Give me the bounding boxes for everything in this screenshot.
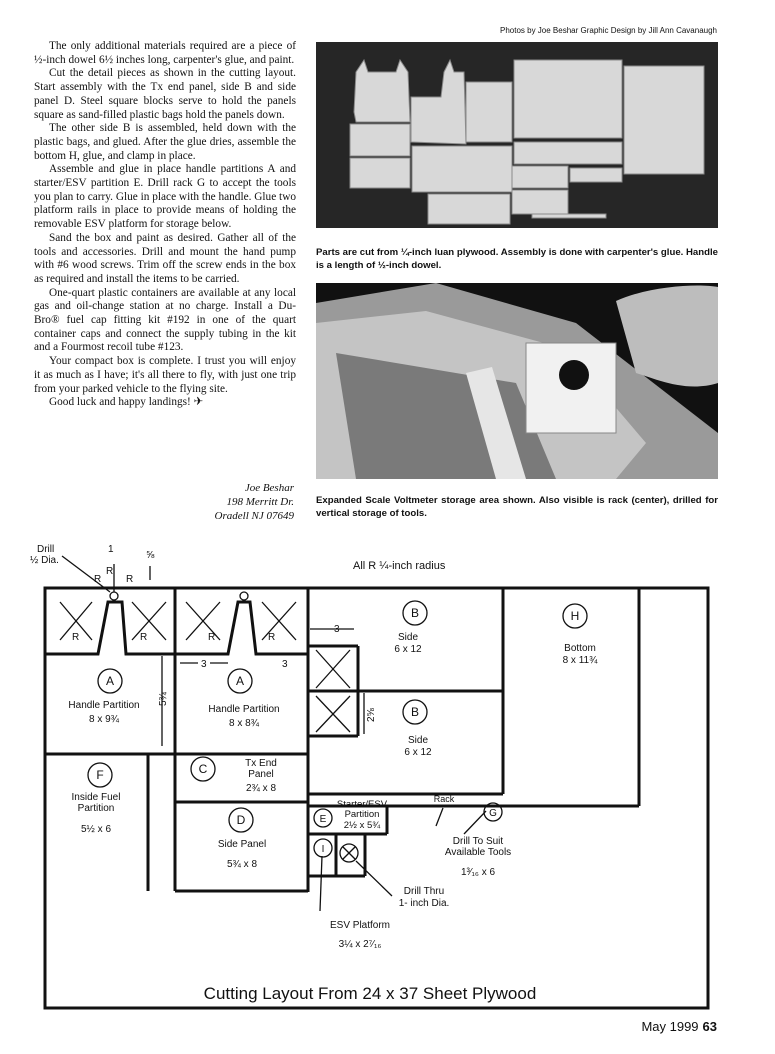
piece-size: 3¼ x 2⁷⁄₁₆ [338,939,382,950]
piece-letter: F [96,768,104,782]
piece-size: 6 x 12 [404,747,432,758]
piece-name: Panel [248,769,274,780]
piece-letter: G [489,808,497,819]
drill-hole [240,592,248,600]
piece-name: Side Panel [217,839,267,850]
diagram-title: Cutting Layout From 24 x 37 Sheet Plywood [203,984,537,1003]
piece-name: Tx End [245,758,277,769]
handle-notch [175,600,308,654]
piece-letter: A [105,674,115,688]
drill-hole [110,592,118,600]
caption-parts: Parts are cut from ¼-inch luan plywood. Assembly is done with carpenter's glue. Handle is a length of ½-inch dowel. [316,247,718,271]
piece-name: Bottom [564,643,596,654]
paragraph: Good luck and happy landings! ✈ [49,396,204,409]
parts-photo-art [316,42,718,228]
storage-photo-art [316,283,718,479]
rack-note: Available Tools [444,847,512,858]
piece-size: 6 x 12 [394,644,422,655]
paragraph: The only additional materials required are a piece of ½-inch dowel 6½ inches long, carpenter's glue, and paint. [34,40,296,66]
piece-size: 8 x 11¾ [562,655,598,666]
drill-label: Drill [37,544,55,555]
radius-mark: R [72,632,80,643]
radius-mark: R [126,574,134,585]
piece-name: Inside Fuel [71,792,121,803]
dim-three: 3 [334,624,340,635]
piece-letter: D [236,813,246,827]
piece-size: 8 x 9¾ [88,714,120,725]
radius-note: All R ¼-inch radius [353,560,446,572]
dim-three: 3 [282,659,288,670]
piece-name: Partition [344,809,380,820]
piece-letter: I [321,844,325,855]
paragraph: The other side B is assembled, held down with the plastic bags, and glued. After the glue dries, assemble the bottom H, glue, and clamp in place. [34,122,296,162]
leader-line [436,808,443,826]
author-name: Joe Beshar [244,482,294,494]
dim-two-five-eighths: 2⅝ [366,708,377,722]
paragraph: Sand the box and paint as desired. Gather all of the tools and accessories. Drill and mount the hand pump with #6 wood screws. Trim off the screw ends in the box as required and install the items to be carried. [34,231,296,285]
piece-name: ESV Platform [329,920,391,931]
drill-dia-label: ½ Dia. [30,555,59,566]
piece-name: Starter/ESV [336,799,388,810]
radius-mark: R [94,574,102,585]
article-text [34,40,296,410]
caption-storage: Expanded Scale Voltmeter storage area shown. Also visible is rack (center), drilled for vertical storage of tools. [316,495,718,519]
paragraph: Your compact box is complete. I trust you will enjoy it as much as I have; it's all there to fly, with just one trip from your parked vehicle to the flying site. [34,355,296,395]
piece-name: Handle Partition [208,704,280,715]
piece-name: Side [397,632,419,643]
piece-letter: A [235,674,245,688]
piece-name: Handle Partition [68,700,140,711]
author-city: Oradell NJ 07649 [214,510,294,522]
page-footer [641,1019,717,1034]
piece-name: Rack [433,794,455,804]
piece-size: 1³⁄₁₆ x 6 [460,867,496,878]
piece-size: 5½ x 6 [80,824,112,835]
paragraph: Assemble and glue in place handle partitions A and starter/ESV partition E. Drill rack G to accept the tools you plan to carry. Glue in place with the handle. Glue two platform rails in place to provide means of holding the removable ESV platform for storage below. [34,163,296,231]
leader-line [464,811,486,834]
radius-mark: R [208,632,216,643]
piece-name: Side [407,735,429,746]
storage-photo [316,283,718,479]
radius-mark: R [106,566,114,577]
radius-mark: R [268,632,276,643]
page-number: 63 [702,1019,717,1034]
paragraph: One-quart plastic containers are available at any local gas and oil-change station at no charge. Install a Du-Bro® fuel cap fitting kit #192 in one of the quart container caps and connect the supply tubing in the kit and a Fourmost recoil tube #123. [34,286,296,354]
parts-photo [316,42,718,228]
photo-credit: Photos by Joe Beshar Graphic Design by Jill Ann Cavanaugh [499,26,717,35]
leader-line [356,861,392,896]
drill-thru-label: 1- inch Dia. [398,898,450,909]
piece-letter: B [410,606,420,620]
dim-one: 1 [108,544,114,555]
dim-three: 3 [201,659,207,670]
author-signature [170,481,294,523]
dim-five-three-quarters: 5¾ [158,692,169,706]
piece-letter: C [198,762,208,776]
piece-name: Partition [77,803,115,814]
piece-letter: E [319,814,327,825]
piece-size: 2½ x 5¾ [343,820,381,831]
piece-size: 2¾ x 8 [245,783,277,794]
author-street: 198 Merritt Dr. [226,496,294,508]
piece-size: 5¾ x 8 [226,859,258,870]
piece-letter: B [410,705,420,719]
piece-letter: H [570,609,580,623]
dim-five-eighths: ⅝ [146,550,155,561]
paragraph: Cut the detail pieces as shown in the cutting layout. Start assembly with the Tx end panel, side B and side panel D. Steel square blocks serve to hold the panels square as sand-filled plastic bags hold the panels down. [34,67,296,121]
radius-mark: R [140,632,148,643]
drill-thru-label: Drill Thru [403,886,445,897]
rack-note: Drill To Suit [452,836,504,847]
cutting-layout-diagram [0,536,775,1026]
piece-size: 8 x 8¾ [228,718,260,729]
leader-line [320,856,322,911]
issue-date: May 1999 [641,1019,699,1034]
